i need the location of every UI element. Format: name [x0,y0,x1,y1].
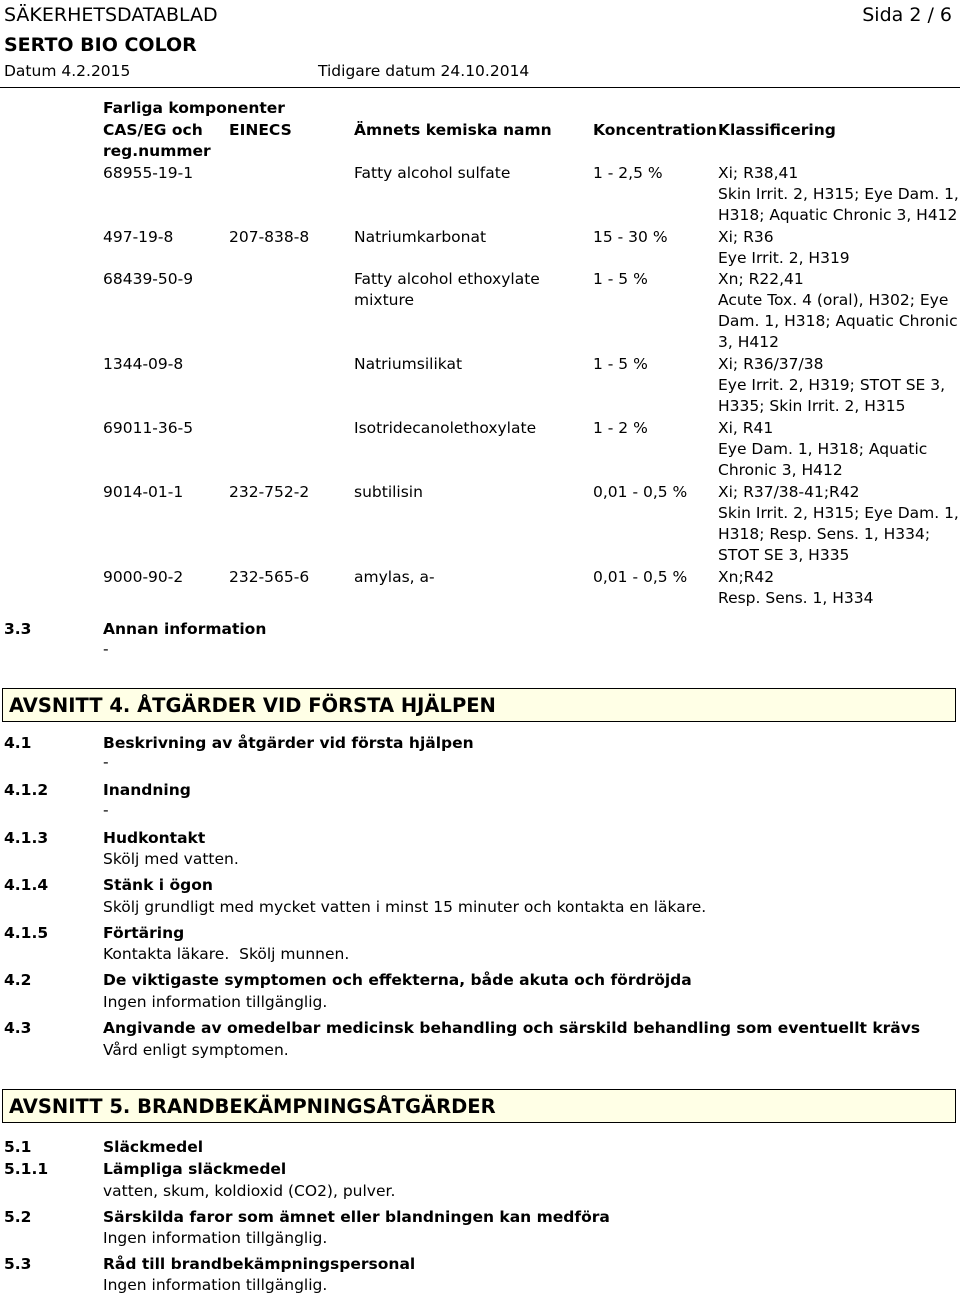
document-type-title: SÄKERHETSDATABLAD [4,4,218,26]
col-header-einecs: EINECS [229,121,292,139]
table-row-conc: 0,01 - 0,5 % [593,568,688,586]
table-row-class-code: Xi, R41 [718,419,774,437]
components-title: Farliga komponenter [103,99,285,117]
subsection-number: 5.3 [4,1255,32,1273]
subsection-text: - [103,801,109,819]
table-row-class-text: Eye Irrit. 2, H319; STOT SE 3, H335; Skin Irrit. 2, H315 [718,376,946,415]
table-row-conc: 0,01 - 0,5 % [593,483,688,501]
header-divider [0,87,960,88]
subsection-number: 5.1 [4,1138,32,1156]
table-row-name: amylas, a- [354,568,435,586]
subsection-number: 5.1.1 [4,1160,49,1178]
table-row-class-text: Skin Irrit. 2, H315; Eye Dam. 1, H318; Aquatic Chronic 3, H412 [718,185,959,224]
subsection-text: - [103,640,109,658]
table-row-name: Isotridecanolethoxylate [354,419,537,437]
subsection-number: 4.2 [4,971,32,989]
subsection-title: Angivande av omedelbar medicinsk behandling och särskild behandling som eventuellt krävs [103,1019,921,1037]
col-header-cas-2: reg.nummer [103,142,211,160]
table-row-cas: 9000-90-2 [103,568,184,586]
table-row-class-text: Resp. Sens. 1, H334 [718,589,874,607]
subsection-title: Särskilda faror som ämnet eller blandningen kan medföra [103,1208,610,1226]
table-row-name: Natriumsilikat [354,355,463,373]
subsection-number: 4.1.4 [4,876,49,894]
table-row-class-code: Xi; R38,41 [718,164,799,182]
table-row-name: Fatty alcohol sulfate [354,164,511,182]
table-row-class-text: Skin Irrit. 2, H315; Eye Dam. 1, H318; Resp. Sens. 1, H334; STOT SE 3, H335 [718,504,959,564]
subsection-number: 4.1 [4,734,32,752]
table-row-conc: 15 - 30 % [593,228,668,246]
subsection-title: Annan information [103,620,267,638]
section-5-heading: AVSNITT 5. BRANDBEKÄMPNINGSÅTGÄRDER [2,1089,956,1123]
subsection-title: Släckmedel [103,1138,204,1156]
subsection-text: Kontakta läkare. Skölj munnen. [103,945,350,963]
table-row-conc: 1 - 2 % [593,419,648,437]
col-header-name: Ämnets kemiska namn [354,121,552,139]
subsection-text: Ingen information tillgänglig. [103,993,328,1011]
page-number: Sida 2 / 6 [862,4,952,26]
subsection-text: Skölj med vatten. [103,850,239,868]
table-row-cas: 1344-09-8 [103,355,184,373]
subsection-title: Lämpliga släckmedel [103,1160,287,1178]
table-row-class-text: Eye Dam. 1, H318; Aquatic Chronic 3, H412 [718,440,928,479]
subsection-title: De viktigaste symptomen och effekterna, både akuta och fördröjda [103,971,692,989]
table-row-cas: 68955-19-1 [103,164,194,182]
subsection-number: 3.3 [4,620,32,638]
previous-date: Tidigare datum 24.10.2014 [318,62,530,80]
table-row-conc: 1 - 2,5 % [593,164,663,182]
subsection-number: 5.2 [4,1208,32,1226]
subsection-title: Förtäring [103,924,185,942]
table-row-class-code: Xn; R22,41 [718,270,804,288]
subsection-number: 4.1.3 [4,829,49,847]
table-row-conc: 1 - 5 % [593,355,648,373]
subsection-number: 4.1.2 [4,781,49,799]
subsection-text: - [103,753,109,771]
table-row-name: subtilisin [354,483,423,501]
table-row-class-code: Xi; R37/38-41;R42 [718,483,860,501]
table-row-name: Natriumkarbonat [354,228,487,246]
subsection-title: Stänk i ögon [103,876,213,894]
table-row-class-text: Eye Irrit. 2, H319 [718,249,850,267]
subsection-title: Råd till brandbekämpningspersonal [103,1255,416,1273]
subsection-text: Ingen information tillgänglig. [103,1276,328,1294]
table-row-einecs: 232-565-6 [229,568,310,586]
table-row-class-code: Xi; R36 [718,228,774,246]
table-row-einecs: 232-752-2 [229,483,310,501]
col-header-classification: Klassificering [718,121,836,139]
table-row-cas: 69011-36-5 [103,419,194,437]
col-header-concentration: Koncentration [593,121,718,139]
table-row-cas: 9014-01-1 [103,483,184,501]
table-row-class-code: Xn;R42 [718,568,775,586]
table-row-einecs: 207-838-8 [229,228,310,246]
document-date: Datum 4.2.2015 [4,62,131,80]
subsection-title: Hudkontakt [103,829,206,847]
table-row-class-text: Acute Tox. 4 (oral), H302; Eye Dam. 1, H318; Aquatic Chronic 3, H412 [718,291,958,351]
subsection-number: 4.3 [4,1019,32,1037]
table-row-name: Fatty alcohol ethoxylate mixture [354,270,540,309]
subsection-text: Skölj grundligt med mycket vatten i minst 15 minuter och kontakta en läkare. [103,898,707,916]
subsection-number: 4.1.5 [4,924,49,942]
table-row-conc: 1 - 5 % [593,270,648,288]
col-header-cas: CAS/EG och [103,121,203,139]
table-row-class-code: Xi; R36/37/38 [718,355,824,373]
subsection-text: Vård enligt symptomen. [103,1041,289,1059]
section-4-heading: AVSNITT 4. ÅTGÄRDER VID FÖRSTA HJÄLPEN [2,688,956,722]
product-name: SERTO BIO COLOR [4,34,197,56]
table-row-cas: 497-19-8 [103,228,174,246]
table-row-cas: 68439-50-9 [103,270,194,288]
subsection-text: Ingen information tillgänglig. [103,1229,328,1247]
subsection-title: Beskrivning av åtgärder vid första hjälpen [103,734,474,752]
subsection-title: Inandning [103,781,191,799]
subsection-text: vatten, skum, koldioxid (CO2), pulver. [103,1182,396,1200]
